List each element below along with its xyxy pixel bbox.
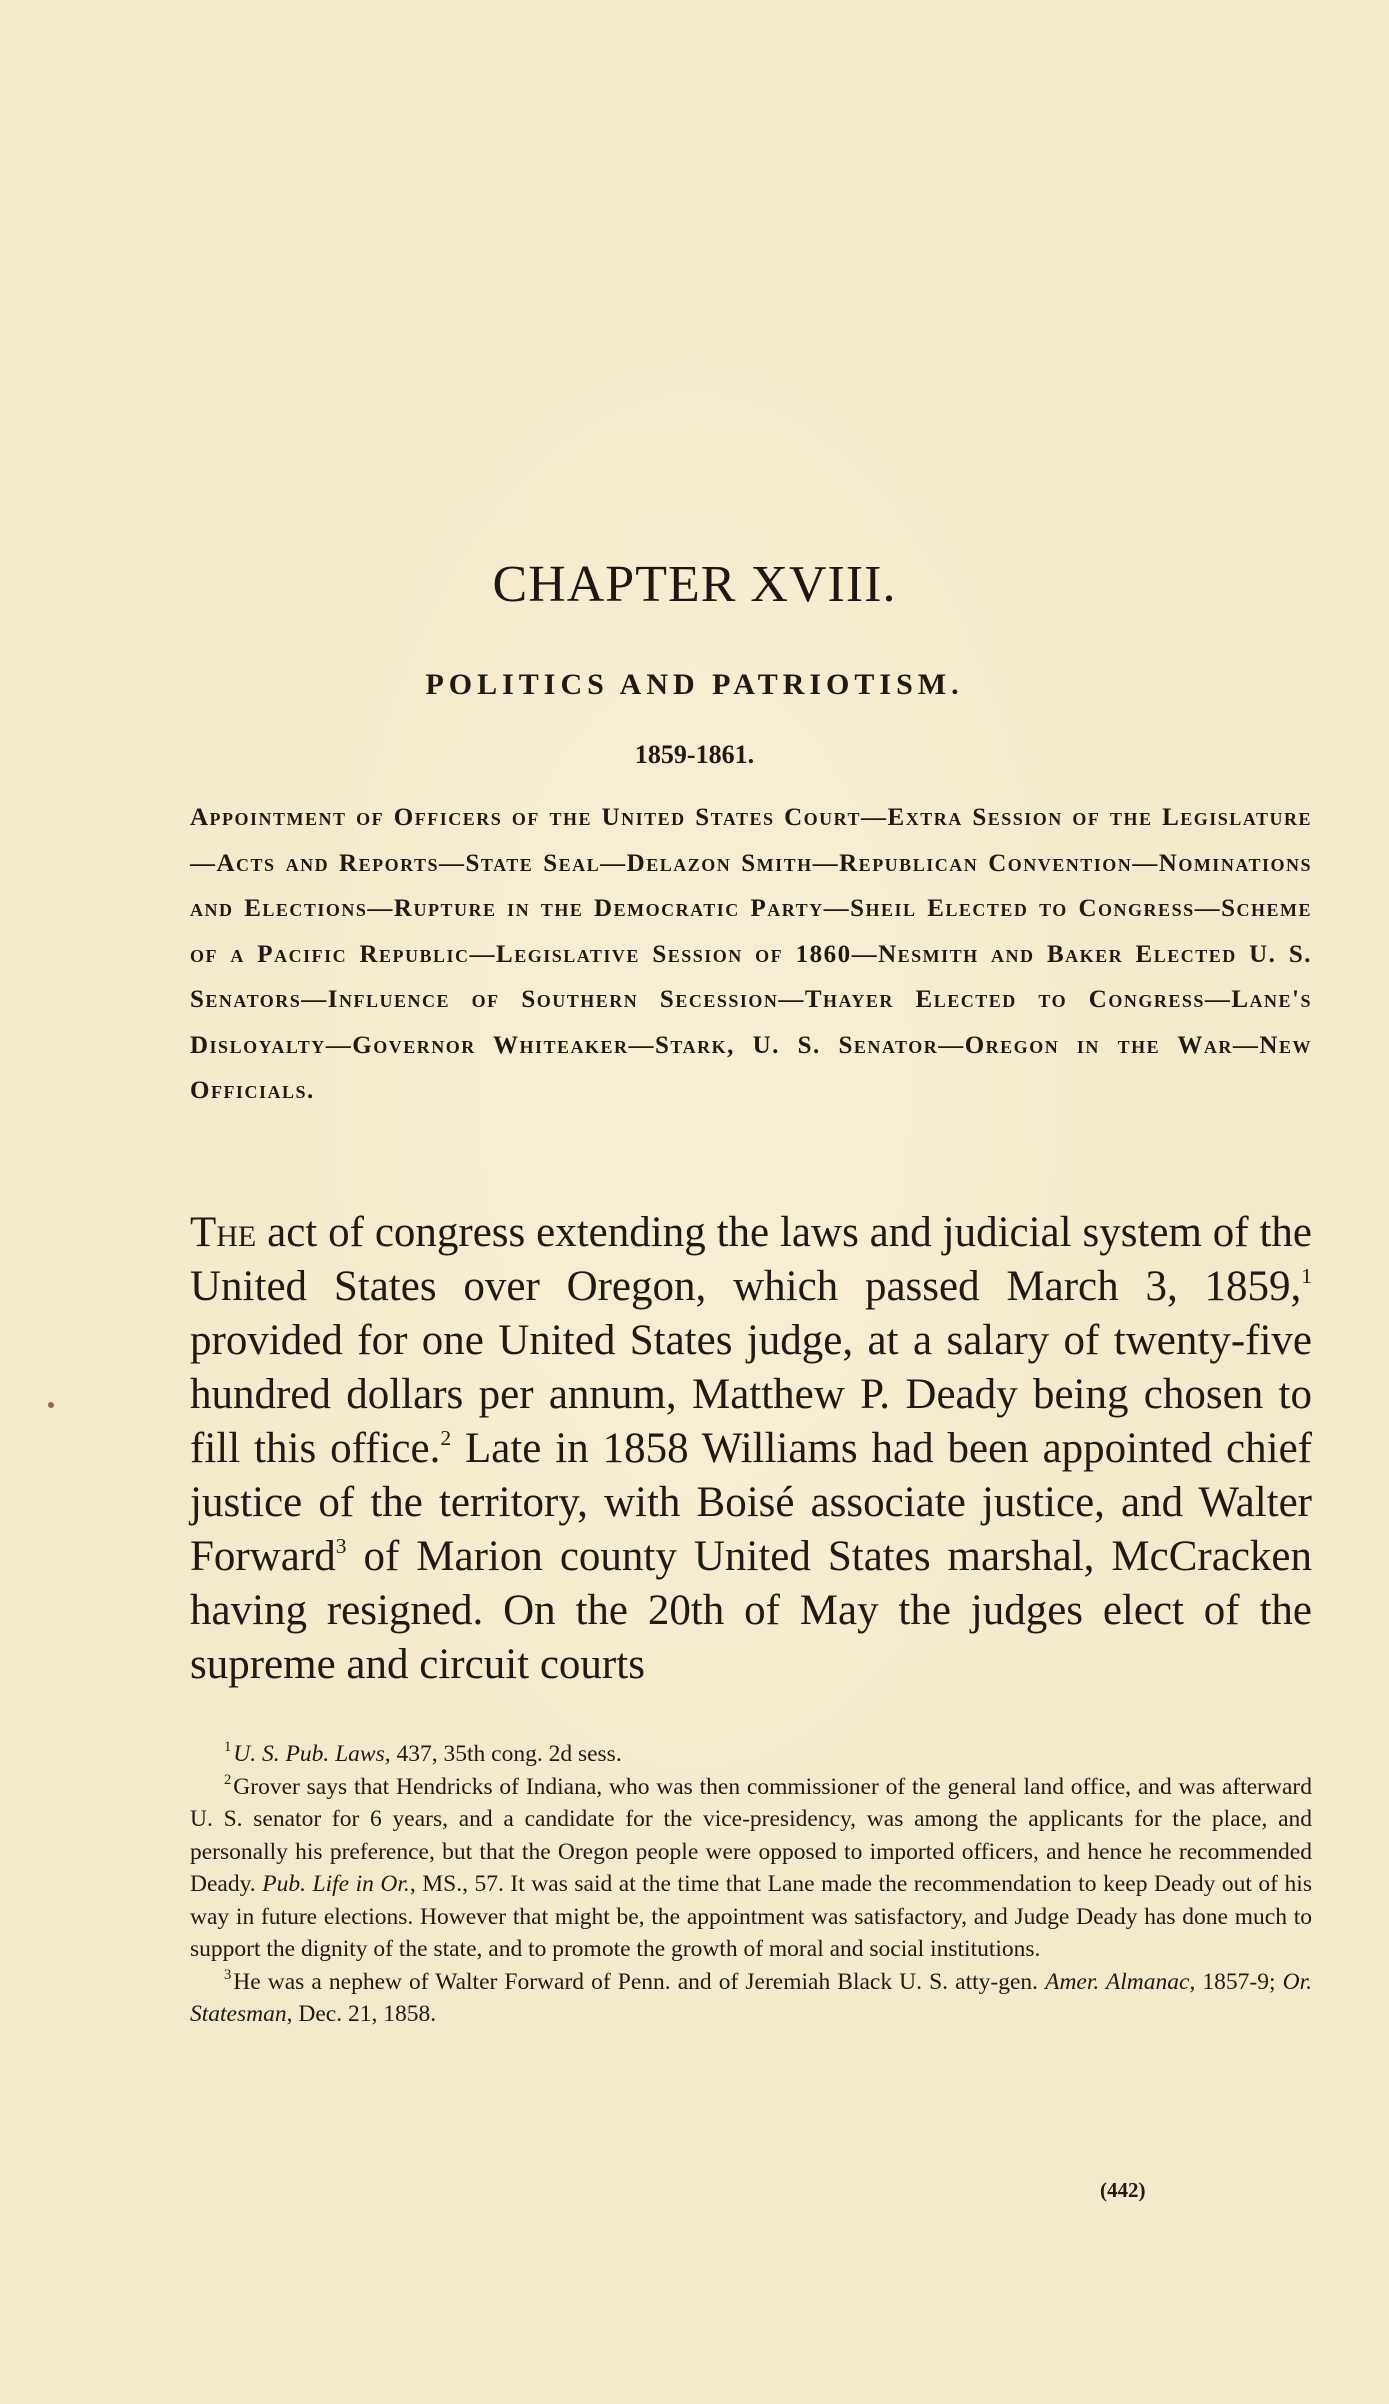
footnote-source: Amer. Almanac bbox=[1045, 1968, 1190, 1995]
body-paragraph bbox=[190, 1206, 1312, 1692]
paper-speck bbox=[48, 1402, 54, 1408]
body-text-part: of Marion county United States marshal, McCracken having resigned. On the 20th of May the judges elect of the supreme and circuit courts bbox=[190, 1533, 1312, 1688]
footnote-ref: 2 bbox=[440, 1425, 452, 1450]
footnote-text: , MS., 57. It was said at the time that Lane made the recommendation to keep Deady out of his way in future elections. However that might be, the appointment was satisfactory, and Judge Deady has done much to support the dignity of the state, and to promote the growth of moral and social institutions. bbox=[190, 1871, 1312, 1962]
footnote-text: , 437, 35th cong. 2d sess. bbox=[384, 1741, 622, 1767]
footnote-ref: 3 bbox=[335, 1533, 347, 1558]
body-text-part: provided for one United States judge, at a salary of twenty-five hundred dollars per annum, Matthew P. Deady being chosen to fill this office. bbox=[190, 1317, 1312, 1472]
footnote-marker: 1 bbox=[224, 1739, 232, 1756]
body-text-part: Late in 1858 Williams had been appointed chief justice of the territory, with Boisé associate justice, and Walter Forward bbox=[190, 1425, 1312, 1580]
chapter-title: CHAPTER XVIII. bbox=[492, 556, 897, 613]
body-text-part: act of congress extending the laws and judicial system of the United States over Oregon, which passed March 3, 1859, bbox=[190, 1209, 1312, 1310]
chapter-synopsis: Appointment of Officers of the United States Court—Extra Session of the Legislature—Acts and Reports—State Seal—Delazon Smith—Republican Convention—Nominations and Elections—Rupture in the Democratic Party—Sheil Elected to Congress—Scheme of a Pacific Republic—Legislative Session of 1860—Nesmith and Baker Elected U. S. Senators—Influence of Southern Secession—Thayer Elected to Congress—Lane's Disloyalty—Governor Whiteaker—Stark, U. S. Senator—Oregon in the War—New Officials. bbox=[190, 804, 1312, 1104]
footnote-source: Pub. Life in Or. bbox=[262, 1871, 410, 1897]
page-number: (442) bbox=[1100, 2178, 1146, 2202]
chapter-subtitle: POLITICS AND PATRIOTISM. bbox=[425, 668, 964, 701]
footnotes bbox=[190, 1738, 1312, 2031]
footnote-ref: 1 bbox=[1301, 1263, 1312, 1288]
footnote bbox=[190, 1966, 1312, 2031]
footnote bbox=[190, 1738, 1312, 1771]
footnote-marker: 3 bbox=[224, 1966, 232, 1983]
footnote-text: , Dec. 21, 1858. bbox=[286, 2001, 437, 2027]
footnote-text: He was a nephew of Walter Forward of Penn. and of Jeremiah Black U. S. atty-gen. bbox=[233, 1968, 1046, 1995]
footnote-text: , 1857-9; bbox=[1189, 1968, 1283, 1995]
footnote-source: U. S. Pub. Laws bbox=[233, 1741, 385, 1767]
chapter-years: 1859-1861. bbox=[634, 740, 755, 769]
footnote bbox=[190, 1771, 1312, 1966]
lead-word: The bbox=[190, 1209, 257, 1256]
footnote-source: Or. Statesman bbox=[190, 1968, 1312, 2027]
footnote-marker: 2 bbox=[224, 1771, 232, 1788]
footnote-text: Grover says that Hendricks of Indiana, who was then commissioner of the general land office, and was afterward U. S. senator for 6 years, and a candidate for the vice-presidency, was among the applicants for the place, and personally his preference, but that the Oregon people were opposed to imported officers, and hence he recommended Deady. bbox=[190, 1773, 1312, 1897]
